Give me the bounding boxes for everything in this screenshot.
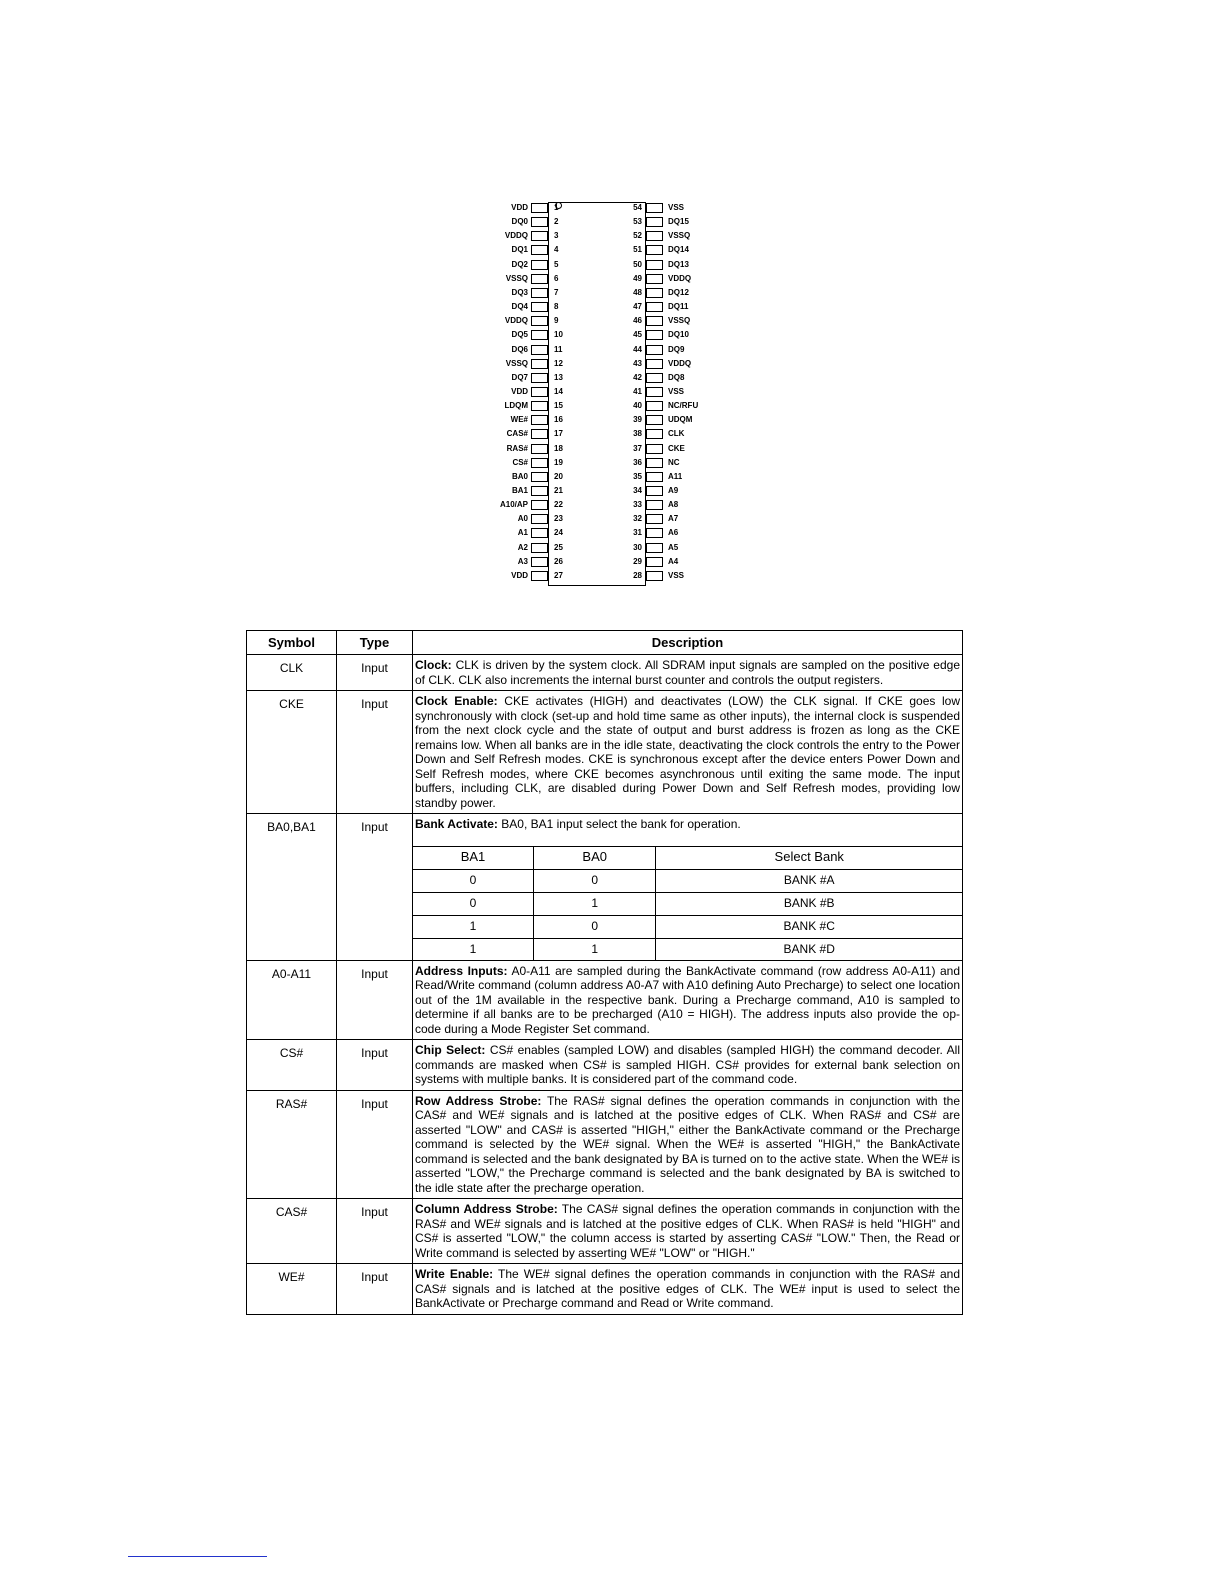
pin-row [490,413,563,427]
pin-lead [531,373,548,383]
pin-number: 50 [633,259,642,269]
pin-row [633,413,726,427]
pin-name: DQ3 [511,287,528,297]
pin-row [490,385,563,399]
pin-row [633,371,726,385]
table-row [247,814,963,961]
type-cell: Input [337,655,413,691]
pin-number: 27 [554,570,563,580]
description-cell [413,691,963,814]
pin-name: VSSQ [505,358,528,368]
pin-number: 33 [633,500,642,510]
pin-lead [646,373,663,383]
pin-name: VSSQ [668,316,691,326]
description-text: CLK is driven by the system clock. All SDRAM input signals are sampled on the positive edge of CLK. CLK also increments the internal burst counter and controls the output registers. [415,658,960,687]
pin-row [490,243,559,257]
pin-number: 23 [554,514,563,524]
symbol-cell: A0-A11 [247,960,337,1040]
pin-number: 11 [554,344,563,354]
pin-name: A6 [668,528,679,538]
pin-number: 49 [633,273,642,283]
pin-number: 40 [633,401,642,411]
pin-name: A7 [668,514,679,524]
pin-number: 1 [554,203,559,212]
pin-number: 52 [633,231,642,241]
pin-lead [531,359,548,369]
description-cell [413,1199,963,1264]
pin-lead [646,401,663,411]
pin-name: DQ12 [668,287,689,297]
pin-row [633,498,726,512]
symbol-cell: WE# [247,1264,337,1315]
pin-number: 3 [554,231,559,241]
pin-row [490,201,559,215]
description-title: Write Enable: [415,1267,494,1281]
pin-lead [646,472,663,482]
pin-row [633,314,726,328]
pin-number: 22 [554,500,563,510]
pin-lead [531,387,548,397]
pin-lead [531,330,548,340]
pin-number: 46 [633,316,642,326]
pin-row [633,201,726,215]
pin-number: 14 [554,386,563,396]
pin-row [490,569,563,583]
pin-name: VSS [668,570,685,580]
pin-name: DQ5 [511,330,528,340]
table-row [247,1090,963,1199]
pin-row [490,555,563,569]
pin-name: LDQM [504,401,528,411]
pin-number: 19 [554,457,563,467]
pin-row [490,328,563,342]
pin-number: 4 [554,245,559,255]
pin-lead [646,274,663,284]
pin-name: VDD [511,386,528,396]
bank-cell: BANK #C [656,915,962,938]
symbol-cell: RAS# [247,1090,337,1199]
description-title: Clock: [415,658,452,672]
pin-lead [646,486,663,496]
pin-number: 5 [554,259,559,269]
pin-lead [646,231,663,241]
bank-row [413,892,962,915]
pin-number: 15 [554,401,563,411]
pin-row [490,427,563,441]
description-text: BA0, BA1 input select the bank for operation. [497,817,741,831]
pin-row [633,555,726,569]
bank-cell: 0 [533,869,656,892]
pin-number: 2 [554,217,559,227]
pin-number: 54 [633,203,642,212]
pin-row [490,272,559,286]
pin-number: 7 [554,287,559,297]
pin-lead [531,316,548,326]
pin-name: RAS# [506,443,528,453]
pin-name: BA1 [511,486,528,495]
pin-lead [646,345,663,355]
bank-row [413,915,962,938]
pin-row [633,442,726,456]
pin-number: 45 [633,330,642,340]
table-row [247,960,963,1040]
pin-number: 13 [554,372,563,382]
pin-name: CS# [512,457,528,467]
pin-lead [531,472,548,482]
pin-number: 32 [633,514,642,524]
description-cell [413,1090,963,1199]
pin-number: 47 [633,302,642,312]
pin-row [633,484,726,498]
pin-name: WE# [510,415,528,425]
pin-lead [646,458,663,468]
bank-header-cell: Select Bank [656,846,962,869]
pin-name: VDDQ [504,316,528,326]
pin-row [490,470,563,484]
table-row [247,655,963,691]
pin-lead [646,500,663,510]
pin-lead [646,203,663,213]
pin-row [633,512,726,526]
pin-lead [531,231,548,241]
pin-name: DQ1 [511,245,528,255]
pin-number: 18 [554,443,563,453]
pin-row [633,343,726,357]
pin-number: 53 [633,217,642,227]
type-cell: Input [337,691,413,814]
table-row [247,1264,963,1315]
pin-row [490,258,559,272]
pin-number: 9 [554,316,559,326]
pin-number: 26 [554,556,563,566]
pin-number: 30 [633,542,642,552]
pin-row [633,300,726,314]
pin-name: NC/RFU [668,401,699,411]
pin-row [633,427,726,441]
pin-lead [531,288,548,298]
pin-name: VDD [511,203,528,212]
pin-row [633,272,726,286]
pin-lead [531,444,548,454]
pin-row [633,328,726,342]
pin-row [633,569,726,583]
bank-row [413,938,962,961]
pin-name: A0 [517,514,528,524]
pin-row [633,385,726,399]
pin-name: CKE [668,443,685,453]
table-row [247,1199,963,1264]
symbol-cell: CLK [247,655,337,691]
pin-row [633,456,726,470]
pin-number: 10 [554,330,563,340]
pin-name: VDDQ [668,273,692,283]
pin-row [490,229,559,243]
pin-number: 41 [633,386,642,396]
header-description: Description [413,631,963,655]
pin-number: 44 [633,344,642,354]
pin-lead [646,571,663,581]
pin-row [490,526,563,540]
pin-lead [646,514,663,524]
type-cell: Input [337,1090,413,1199]
bank-select-table-wrap [413,846,962,961]
pin-row [633,229,726,243]
footnote-separator [128,1556,267,1557]
pin-row [490,399,563,413]
pin-row [633,357,726,371]
pin-name: VSS [668,203,685,212]
pin-number: 28 [633,570,642,580]
pin-description-table [246,630,963,1315]
pin-lead [646,288,663,298]
pin-row [490,215,559,229]
pin-lead [646,528,663,538]
description-title: Chip Select: [415,1043,486,1057]
pin-row [633,470,726,484]
pin-lead [531,500,548,510]
pin-row [490,442,563,456]
pin-row [633,526,726,540]
pin-number: 39 [633,415,642,425]
pin-number: 21 [554,486,563,495]
bank-cell: BANK #D [656,938,962,961]
pin-number: 37 [633,443,642,453]
pin-name: VDD [511,570,528,580]
description-cell [413,960,963,1040]
pin-name: VDDQ [504,231,528,241]
pin-lead [646,387,663,397]
bank-row [413,869,962,892]
pin-lead [646,245,663,255]
pin-name: A9 [668,486,679,495]
bank-cell: 1 [533,892,656,915]
pin-number: 17 [554,429,563,439]
bank-header-cell: BA0 [533,846,656,869]
pin-number: 48 [633,287,642,297]
bank-cell: 0 [533,915,656,938]
pin-number: 25 [554,542,563,552]
pin-lead [531,302,548,312]
header-type: Type [337,631,413,655]
pin-lead [646,260,663,270]
pin-lead [646,444,663,454]
description-title: Bank Activate: [415,817,498,831]
pin-name: A1 [517,528,528,538]
bank-cell: BANK #B [656,892,962,915]
pin-name: DQ2 [511,259,528,269]
table-header-row [247,631,963,655]
pin-lead [646,316,663,326]
pin-name: BA0 [511,471,528,481]
pin-lead [531,203,548,213]
pin-lead [531,274,548,284]
pin-lead [646,302,663,312]
description-cell [413,655,963,691]
pin-number: 12 [554,358,563,368]
bank-cell: 1 [413,938,533,961]
pin-lead [646,359,663,369]
pin-row [490,512,563,526]
pin-name: DQ8 [668,372,685,382]
description-text: CKE activates (HIGH) and deactivates (LOW) the CLK signal. If CKE goes low synchronously with clock (set-up and hold time same as other inputs), the internal clock is suspended from the next clock cycle and the state of output and burst address is frozen as long as the CKE remains low. When all banks are in the idle state, deactivating the clock controls the entry to the Power Down and Self Refresh modes. CKE is synchronous except after the device enters Power Down and Self Refresh modes, where CKE becomes asynchronous until exiting the same mode. The input buffers, including CLK, are disabled during Power Down and Self Refresh modes, providing low standby power. [415,694,960,810]
pin-lead [531,415,548,425]
bank-cell: 0 [413,892,533,915]
pin-number: 35 [633,471,642,481]
pin-lead [531,514,548,524]
pin-lead [531,486,548,496]
pin-name: DQ9 [668,344,685,354]
pin-number: 38 [633,429,642,439]
pin-name: NC [668,457,680,467]
description-title: Column Address Strobe: [415,1202,558,1216]
pin-row [633,286,726,300]
pin-row [633,243,726,257]
pin-lead [531,245,548,255]
pin-number: 43 [633,358,642,368]
pin-name: A3 [517,556,528,566]
pin-row [490,300,559,314]
symbol-cell: CAS# [247,1199,337,1264]
description-text: The CAS# signal defines the operation commands in conjunction with the RAS# and WE# signals and is latched at the positive edges of CLK. When RAS# is held "HIGH" and CS# is asserted "LOW," the column access is started by asserting CAS# "LOW." Then, the Read or Write command is selected by asserting WE# "LOW" or "HIGH." [415,1202,960,1260]
description-text: A0-A11 are sampled during the BankActivate command (row address A0-A11) and Read/Write command (column address A0-A7 with A10 defining Auto Precharge) to select one location out of the 1M available in the respective bank. During a Precharge command, A10 is sampled to determine if all banks are to be precharged (A10 = HIGH). The address inputs also provide the op-code during a Mode Register Set command. [415,963,961,1036]
pin-row [490,484,563,498]
pin-number: 20 [554,471,563,481]
pin-lead [531,260,548,270]
bank-header-row [413,846,962,869]
pin-lead [646,217,663,227]
pin-number: 42 [633,372,642,382]
pin-name: A4 [668,556,679,566]
pin-name: CLK [668,429,685,439]
pin-name: VSSQ [505,273,528,283]
pin-name: VSS [668,386,685,396]
pin-name: DQ7 [511,372,528,382]
pin-row [490,371,563,385]
pin-number: 34 [633,486,642,495]
pin-number: 29 [633,556,642,566]
pin-name: CAS# [506,429,528,439]
bank-cell: BANK #A [656,869,962,892]
pin-name: DQ4 [511,302,528,312]
pin-lead [646,429,663,439]
pin-lead [646,557,663,567]
description-title: Clock Enable: [415,694,498,708]
pin-name: A2 [517,542,528,552]
pin-lead [531,557,548,567]
pin-number: 24 [554,528,563,538]
pin-lead [646,330,663,340]
pin-row [490,541,563,555]
header-symbol: Symbol [247,631,337,655]
pin-name: VSSQ [668,231,691,241]
description-cell [413,1264,963,1315]
pin-lead [531,217,548,227]
pin-name: DQ0 [511,217,528,227]
pin-name: DQ15 [668,217,689,227]
pin-row [633,258,726,272]
pin-name: VDDQ [668,358,692,368]
pin-number: 6 [554,273,559,283]
symbol-cell: BA0,BA1 [247,814,337,961]
pin-name: UDQM [668,415,693,425]
pin-lead [531,345,548,355]
table-row [247,1040,963,1091]
pin-number: 31 [633,528,642,538]
pin-name: DQ14 [668,245,689,255]
pin-number: 36 [633,457,642,467]
description-cell [413,814,963,961]
bank-select-table [413,846,962,961]
pin-row [633,399,726,413]
pin-row [633,215,726,229]
type-cell: Input [337,1199,413,1264]
description-text: The RAS# signal defines the operation commands in conjunction with the CAS# and WE# signals and is latched at the positive edges of CLK. When RAS# and CS# are asserted "LOW" and CAS# is asserted "HIGH," either the BankActivate command or the Precharge command is selected by the WE# signal. When the WE# is asserted "HIGH," the BankActivate command is selected and the bank designated by BA is turned on to the active state. When the WE# is asserted "LOW," the Precharge command is selected and the bank designated by BA is switched to the idle state after the precharge operation. [415,1093,960,1195]
pin-name: A8 [668,500,679,510]
type-cell: Input [337,1040,413,1091]
type-cell: Input [337,1264,413,1315]
pin-lead [531,528,548,538]
pinout-diagram [490,198,730,590]
table-row [247,691,963,814]
symbol-cell: CS# [247,1040,337,1091]
pin-lead [646,415,663,425]
pin-lead [531,401,548,411]
description-title: Row Address Strobe: [415,1093,542,1108]
pin-lead [531,571,548,581]
description-title: Address Inputs: [415,963,508,978]
pin-lead [531,458,548,468]
pin-row [490,456,563,470]
pin-row [490,498,563,512]
type-cell: Input [337,960,413,1040]
pin-number: 16 [554,415,563,425]
description-text: CS# enables (sampled LOW) and disables (sampled HIGH) the command decoder. All commands are masked when CS# is sampled HIGH. CS# provides for external bank selection on systems with multiple banks. It is considered part of the command code. [415,1043,960,1086]
symbol-cell: CKE [247,691,337,814]
pin-row [490,357,563,371]
bank-cell: 1 [533,938,656,961]
bank-header-cell: BA1 [413,846,533,869]
description-cell [413,1040,963,1091]
pin-lead [531,429,548,439]
pin-name: DQ10 [668,330,689,340]
pin-row [633,541,726,555]
description-text: The WE# signal defines the operation commands in conjunction with the RAS# and CAS# signals and is latched at the positive edges of CLK. The WE# input is used to select the BankActivate or Precharge command and Read or Write command. [415,1267,961,1310]
pin-number: 51 [633,245,642,255]
bank-cell: 1 [413,915,533,938]
pin-number: 8 [554,302,559,312]
pin-row [490,286,559,300]
bank-cell: 0 [413,869,533,892]
pin-name: A11 [668,471,683,481]
pin-lead [646,543,663,553]
type-cell: Input [337,814,413,961]
pin-row [490,314,559,328]
pin-name: A5 [668,542,679,552]
pin-name: DQ13 [668,259,689,269]
pin-name: DQ6 [511,344,528,354]
pin-row [490,343,563,357]
pin-name: A10/AP [499,500,528,510]
pin-lead [531,543,548,553]
pin-name: DQ11 [668,302,689,312]
